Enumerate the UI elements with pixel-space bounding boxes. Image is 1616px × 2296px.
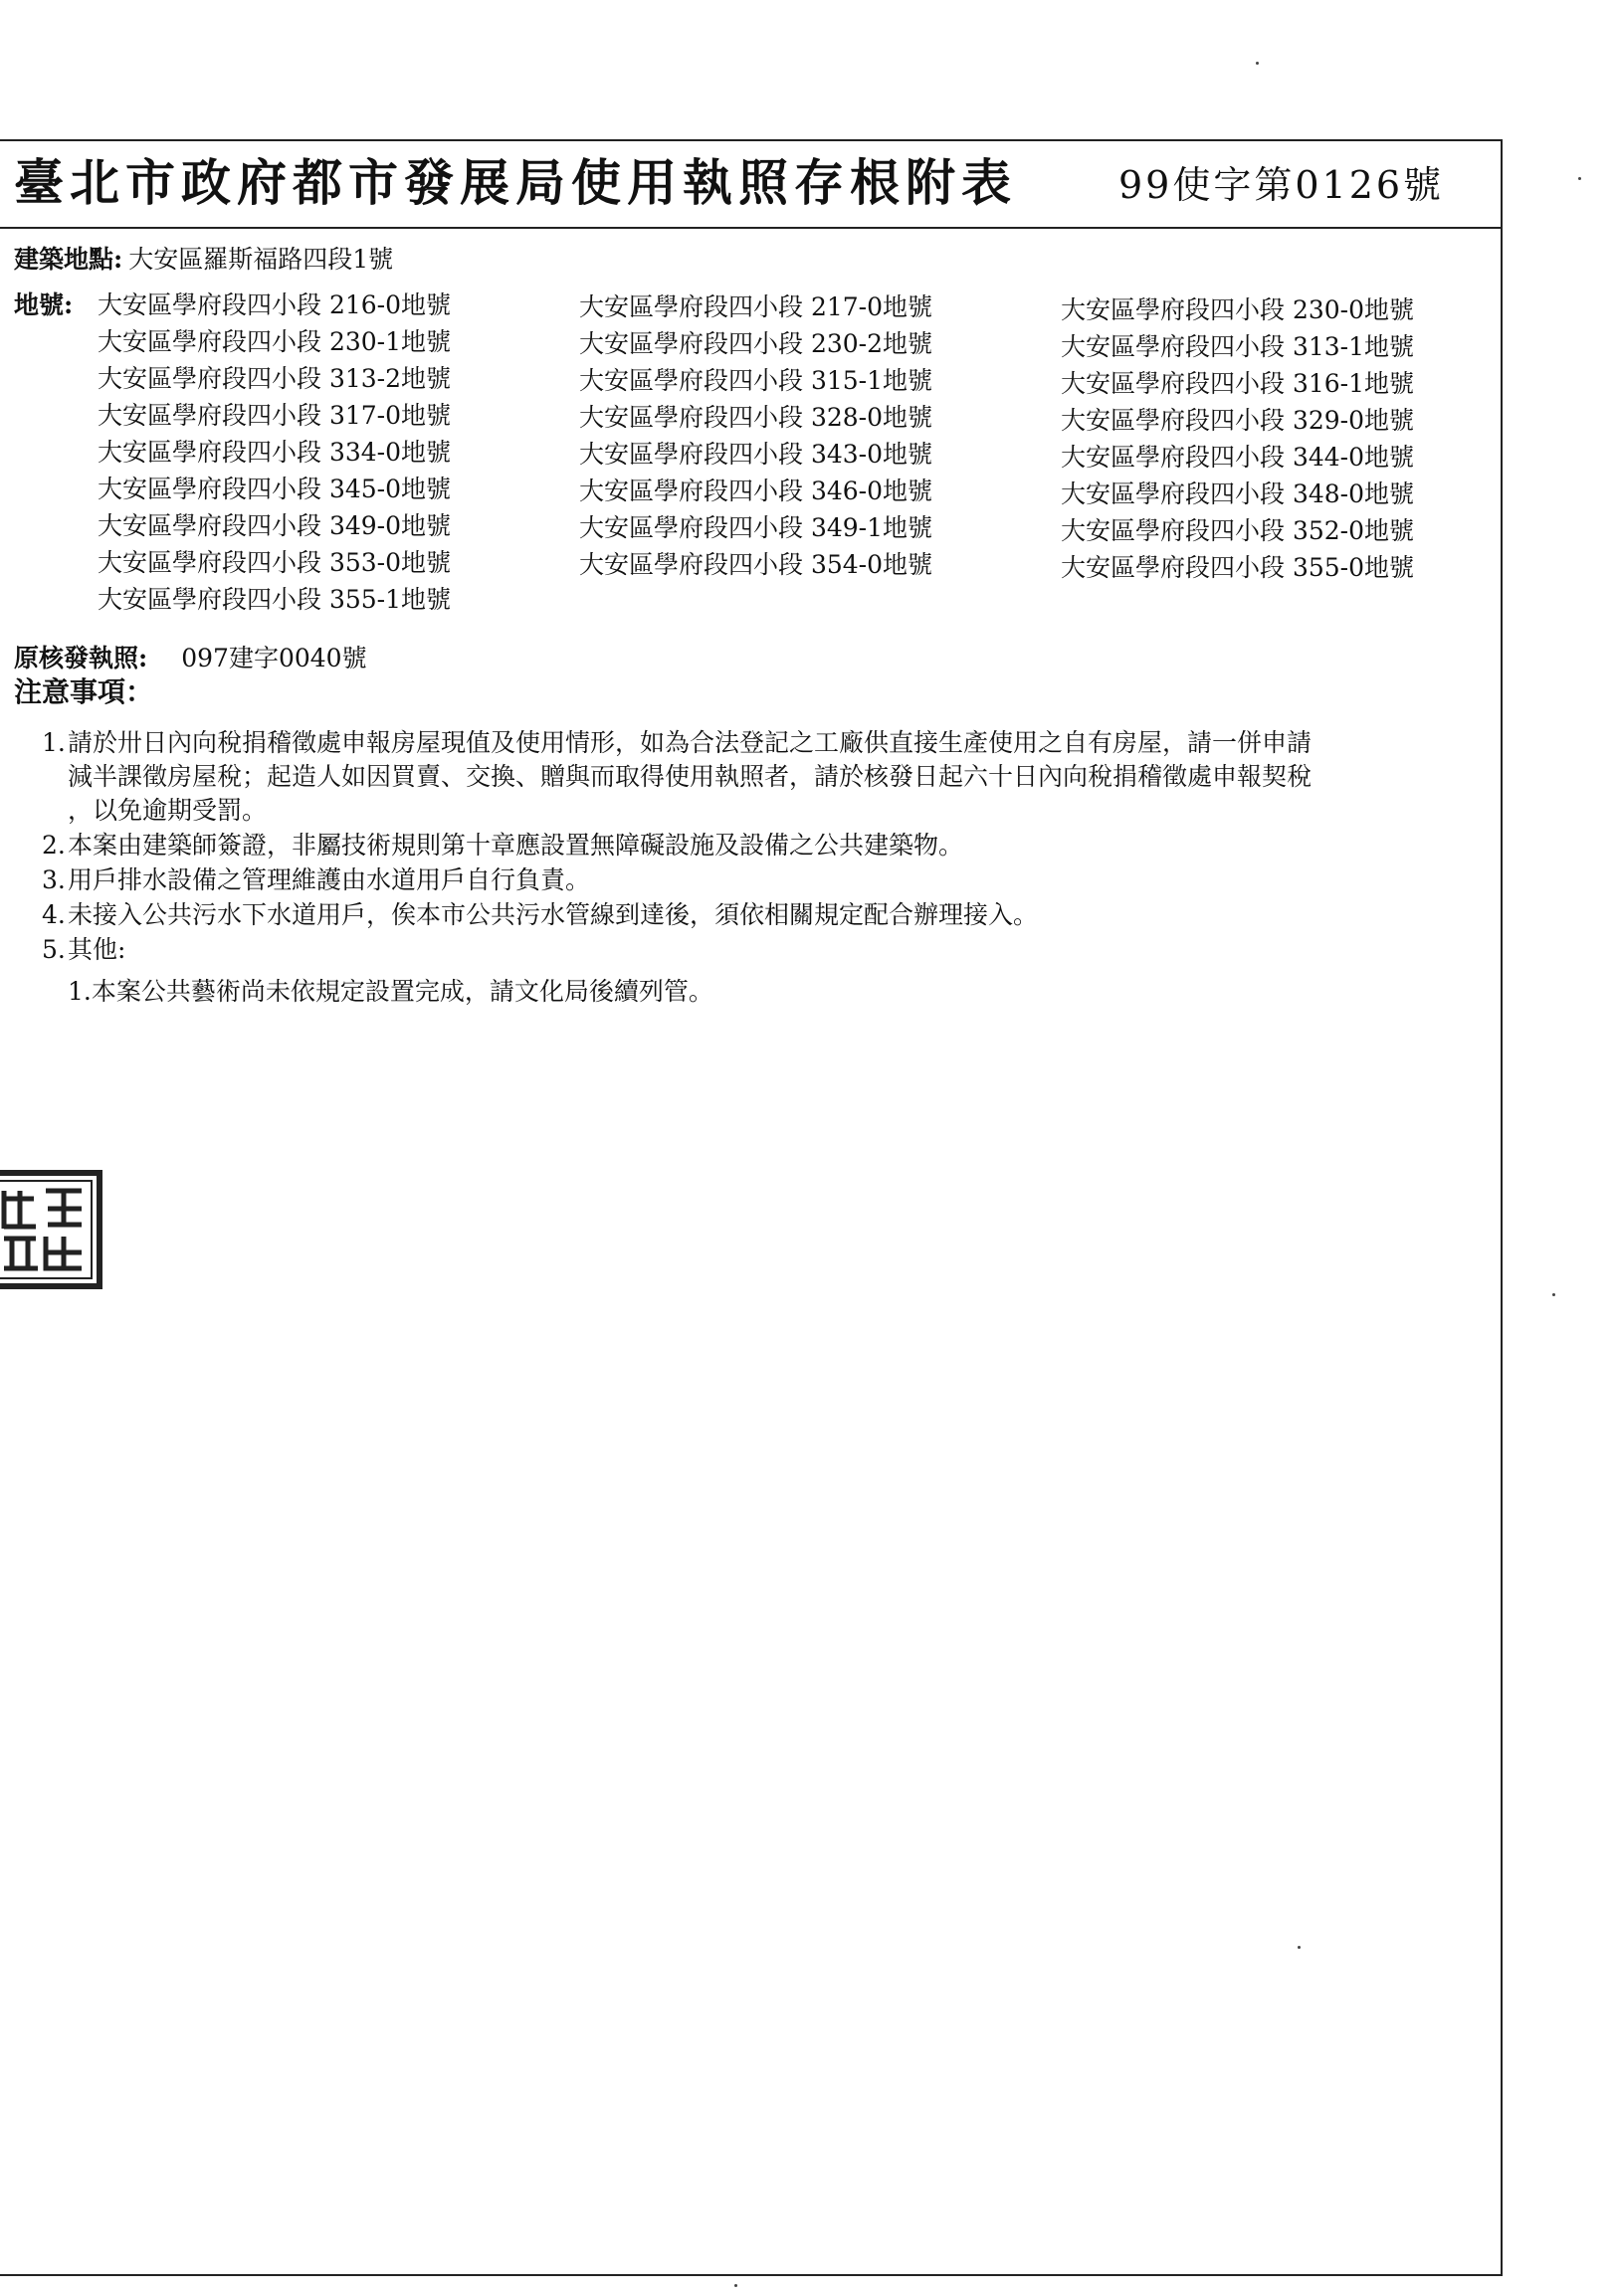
note-number: 4.: [42, 900, 66, 929]
note-item-3: [42, 863, 590, 897]
note-text: 本案由建築師簽證，非屬技術規則第十章應設置無障礙設施及設備之公共建築物。: [68, 831, 964, 860]
land-number-item: 大安區學府段四小段 230-1地號: [98, 327, 452, 356]
land-number-item: 大安區學府段四小段 345-0地號: [98, 475, 452, 503]
note-number: 3.: [42, 865, 66, 894]
land-number-item: 大安區學府段四小段 313-1地號: [1061, 332, 1415, 361]
note-text: 未接入公共污水下水道用戶，俟本市公共污水管線到達後，須依相關規定配合辦理接入。: [68, 900, 1039, 929]
land-number-item: 大安區學府段四小段 216-0地號: [98, 290, 452, 319]
note-item-5: [42, 933, 125, 967]
land-number-item: 大安區學府段四小段 230-0地號: [1061, 295, 1415, 324]
land-number-item: 大安區學府段四小段 354-0地號: [579, 550, 933, 579]
note-item-2: [42, 829, 963, 862]
land-number-item: 大安區學府段四小段 355-1地號: [98, 585, 452, 614]
note-other-item: 1.本案公共藝術尚未依規定設置完成，請文化局後續列管。: [68, 977, 713, 1006]
notes-heading: 注意事項：: [14, 675, 154, 708]
land-number-label: 地號:: [14, 290, 74, 319]
land-number-item: 大安區學府段四小段 349-1地號: [579, 513, 933, 542]
note-number: 5.: [42, 935, 66, 964]
scan-speck: [1256, 62, 1259, 65]
original-permit-row: [14, 642, 367, 675]
building-location-row: [14, 243, 393, 277]
land-number-column-1: [98, 287, 451, 618]
land-number-item: 大安區學府段四小段 329-0地號: [1061, 406, 1415, 435]
land-number-item: 大安區學府段四小段 355-0地號: [1061, 553, 1415, 582]
note-text: 用戶排水設備之管理維護由水道用戶自行負責。: [68, 865, 591, 894]
building-location-value: 大安區羅斯福路四段1號: [128, 245, 394, 274]
land-number-item: 大安區學府段四小段 349-0地號: [98, 511, 452, 540]
note-item-4: [42, 898, 1038, 932]
land-number-item: 大安區學府段四小段 317-0地號: [98, 401, 452, 430]
land-number-column-2: [579, 288, 932, 583]
land-number-item: 大安區學府段四小段 316-1地號: [1061, 369, 1415, 398]
land-number-item: 大安區學府段四小段 344-0地號: [1061, 443, 1415, 472]
original-permit-value: 097建字0040號: [181, 644, 367, 672]
land-number-column-3: [1061, 291, 1414, 586]
land-number-item: 大安區學府段四小段 343-0地號: [579, 440, 933, 469]
land-number-item: 大安區學府段四小段 328-0地號: [579, 403, 933, 432]
scan-speck: [1298, 1946, 1301, 1949]
permit-number: 99使字第0126號: [1118, 163, 1445, 207]
land-number-item: 大安區學府段四小段 230-2地號: [579, 329, 933, 358]
note-text: 其他:: [68, 935, 126, 964]
land-number-item: 大安區學府段四小段 346-0地號: [579, 477, 933, 505]
scan-speck: [1578, 177, 1581, 180]
original-permit-label: 原核發執照:: [14, 644, 148, 672]
land-number-item: 大安區學府段四小段 334-0地號: [98, 438, 452, 467]
note-item-1: [42, 726, 1495, 828]
building-location-label: 建築地點:: [14, 245, 123, 274]
note-line: 減半課徵房屋稅；起造人如因買賣、交換、贈與而取得使用執照者，請於核發日起六十日內向稅捐稽徵處申報契稅: [68, 762, 1313, 791]
land-number-item: 大安區學府段四小段 352-0地號: [1061, 516, 1415, 545]
note-line: 請於卅日內向稅捐稽徵處申報房屋現值及使用情形，如為合法登記之工廠供直接生產使用之自有房屋，請一併申請: [68, 728, 1313, 757]
page-title: 臺北市政府都市發展局使用執照存根附表: [14, 153, 1017, 212]
header-divider: [0, 227, 1503, 229]
note-number: 1.: [42, 728, 66, 757]
land-number-item: 大安區學府段四小段 348-0地號: [1061, 479, 1415, 508]
land-number-item: 大安區學府段四小段 313-2地號: [98, 364, 452, 393]
note-number: 2.: [42, 831, 66, 860]
land-number-item: 大安區學府段四小段 353-0地號: [98, 548, 452, 577]
scan-speck: [1552, 1293, 1555, 1296]
note-line: ，以免逾期受罰。: [68, 796, 268, 825]
official-seal-icon: [0, 1169, 103, 1290]
scan-speck: [734, 2284, 737, 2287]
land-number-item: 大安區學府段四小段 217-0地號: [579, 292, 933, 321]
land-number-item: 大安區學府段四小段 315-1地號: [579, 366, 933, 395]
